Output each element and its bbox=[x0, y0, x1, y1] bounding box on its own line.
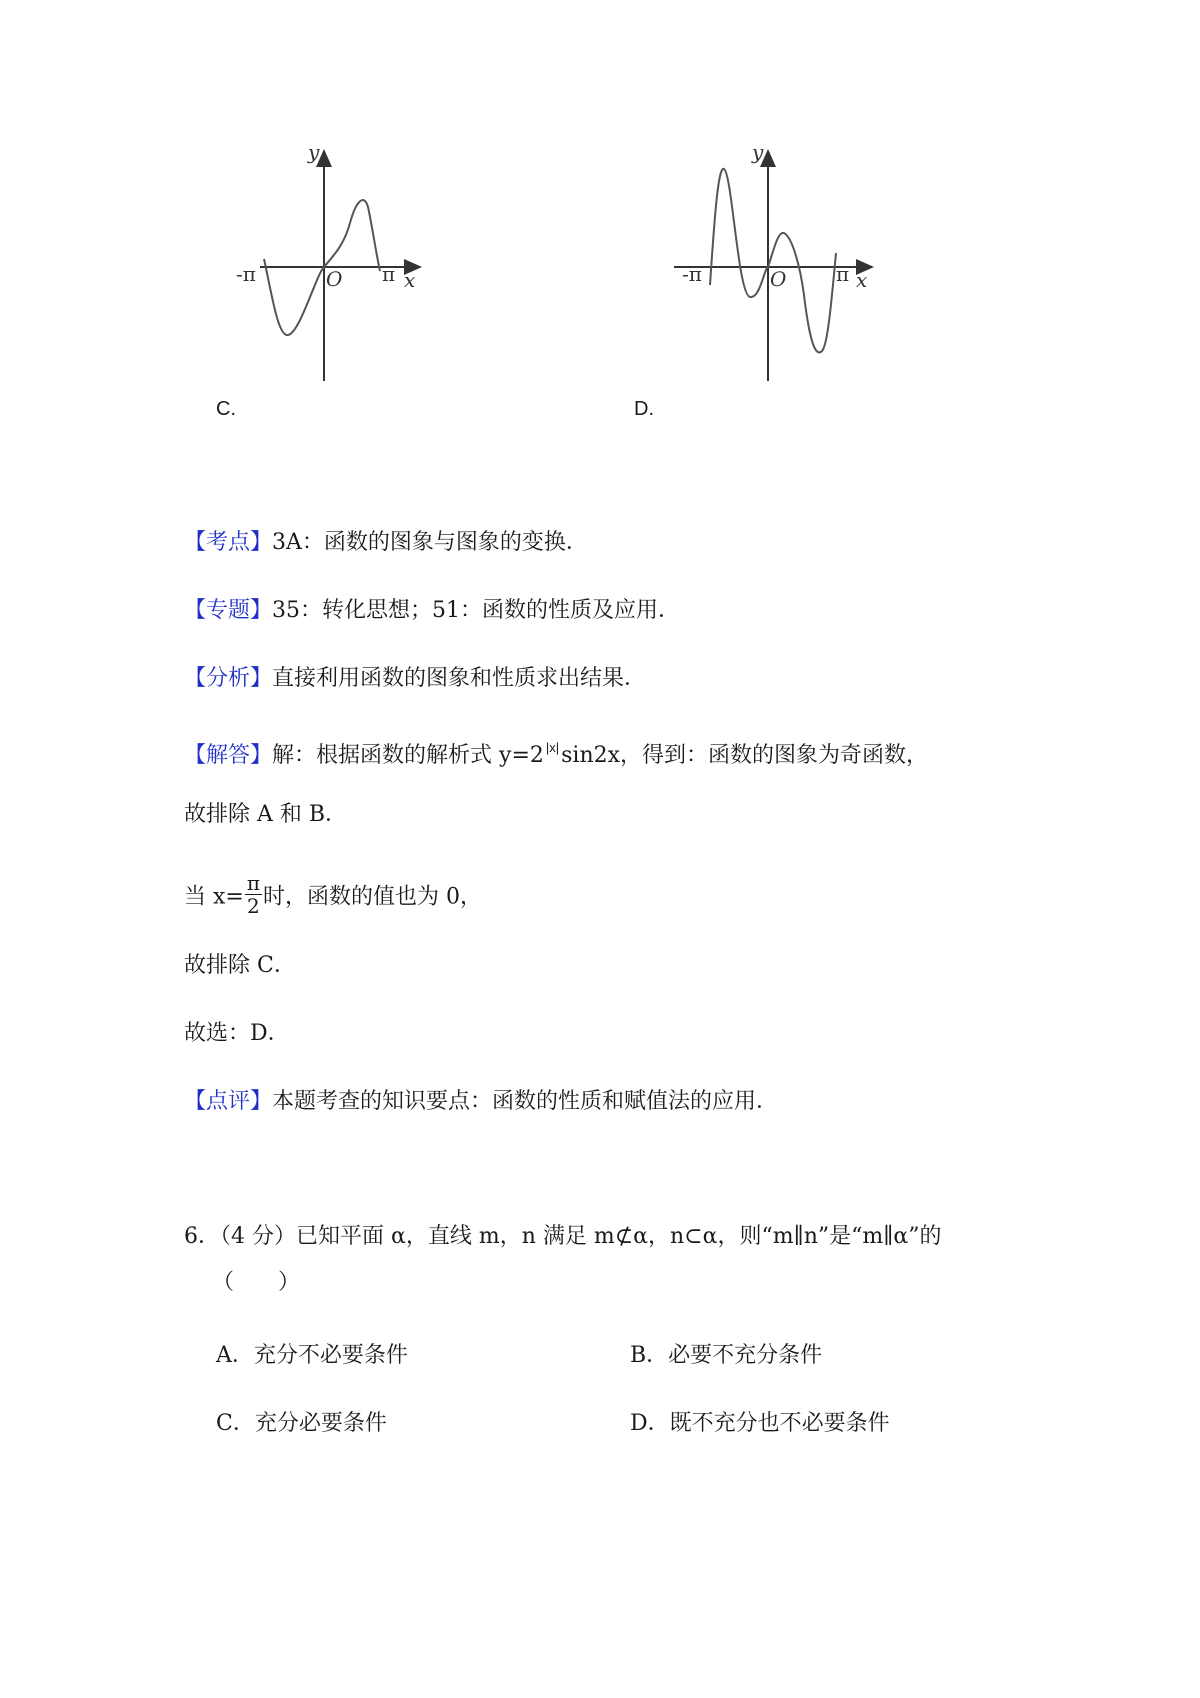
graph-c-y-label: y bbox=[308, 140, 320, 164]
exclude-c-line: 故排除 C． bbox=[184, 953, 296, 978]
question-6-option-c: C．充分必要条件 bbox=[216, 1411, 387, 1436]
kaodian-line bbox=[184, 528, 588, 558]
graph-d-neg-pi-label: -π bbox=[682, 262, 702, 286]
when-prefix: 当 x= bbox=[184, 884, 244, 910]
graph-c bbox=[236, 140, 440, 385]
when-line bbox=[184, 871, 482, 919]
zhuanti-text: 35：转化思想；51：函数的性质及应用． bbox=[272, 598, 681, 623]
fraction-numerator: π bbox=[246, 871, 260, 895]
graph-c-x-label: x bbox=[404, 268, 416, 292]
kaodian-text: 3A：函数的图象与图象的变换． bbox=[272, 530, 588, 555]
dianping-tag: 【点评】 bbox=[184, 1089, 273, 1114]
graph-d-y-label: y bbox=[752, 140, 764, 164]
graph-c-option-label: C. bbox=[216, 398, 236, 420]
graph-c-neg-pi-label: -π bbox=[236, 262, 256, 286]
exclude-ab-line: 故排除 A 和 B． bbox=[184, 802, 348, 827]
fenxi-tag: 【分析】 bbox=[184, 666, 273, 691]
fenxi-text: 直接利用函数的图象和性质求出结果． bbox=[272, 666, 647, 691]
graph-d-option-label: D. bbox=[634, 398, 654, 420]
fraction-denominator: 2 bbox=[247, 894, 260, 918]
zhuanti-tag: 【专题】 bbox=[184, 598, 273, 623]
kaodian-tag: 【考点】 bbox=[184, 530, 273, 555]
question-6-option-a: A．充分不必要条件 bbox=[216, 1343, 408, 1368]
zhuanti-line bbox=[184, 596, 680, 626]
graph-d bbox=[666, 140, 886, 385]
dianping-text: 本题考查的知识要点：函数的性质和赋值法的应用． bbox=[272, 1089, 779, 1114]
question-6-blank: （ ） bbox=[212, 1270, 301, 1295]
answer-line: 故选：D． bbox=[184, 1021, 290, 1046]
question-6-option-b: B．必要不充分条件 bbox=[630, 1343, 823, 1368]
exponent-abs-x: |x| bbox=[545, 740, 560, 755]
jieda-text-after: sin2x，得到：函数的图象为奇函数， bbox=[561, 743, 929, 768]
fraction-pi-over-2 bbox=[245, 873, 262, 916]
when-suffix: 时，函数的值也为 0， bbox=[263, 884, 482, 910]
jieda-text-before: 解：根据函数的解析式 y=2 bbox=[272, 743, 544, 768]
graph-d-curve bbox=[710, 169, 836, 353]
question-6-stem: 6．（4 分）已知平面 α，直线 m，n 满足 m⊄α，n⊂α，则“m∥n”是“m∥α”的 bbox=[184, 1224, 942, 1249]
jieda-line bbox=[184, 733, 928, 771]
graph-c-origin-label: O bbox=[326, 267, 343, 291]
dianping-line bbox=[184, 1087, 778, 1117]
jieda-tag: 【解答】 bbox=[184, 743, 273, 768]
question-6-option-d: D．既不充分也不必要条件 bbox=[630, 1411, 890, 1436]
graph-d-x-label: x bbox=[856, 268, 868, 292]
fenxi-line bbox=[184, 664, 646, 694]
graph-c-pi-label: π bbox=[382, 262, 396, 286]
graph-d-pi-label: π bbox=[836, 262, 850, 286]
graph-d-origin-label: O bbox=[770, 267, 787, 291]
